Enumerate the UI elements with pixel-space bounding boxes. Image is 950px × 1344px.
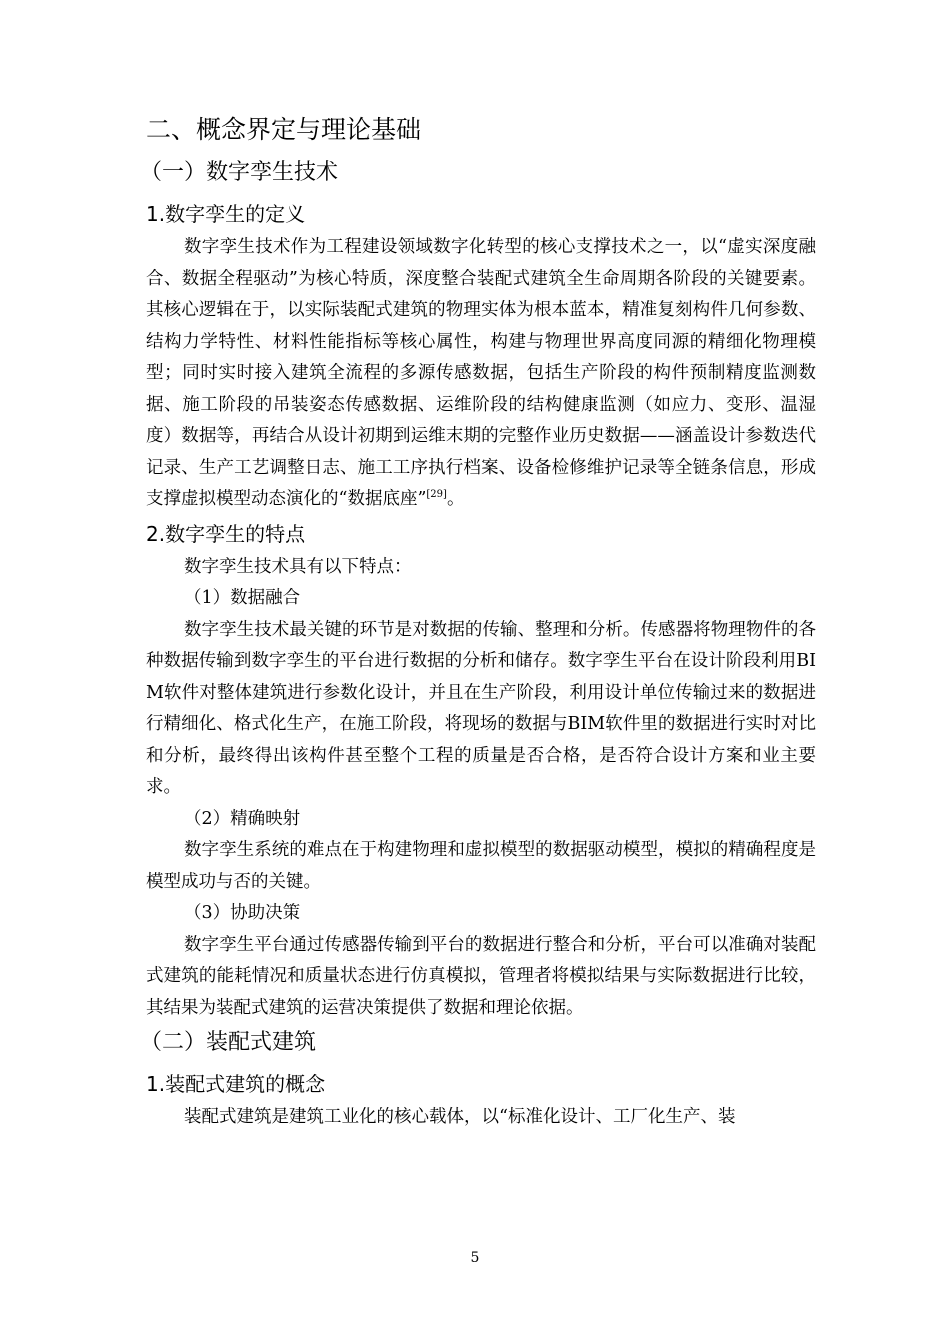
feature-2-label: （2）精确映射	[184, 808, 301, 829]
feature-3-text: 数字孪生平台通过传感器传输到平台的数据进行整合和分析，平台可以准确对装配式建筑的能耗情况和质量状态进行仿真模拟，管理者将模拟结果与实际数据进行比较，其结果为装配式建筑的运营决策提供了数据和理论依据。	[146, 934, 816, 1018]
subsection-heading-features: 2.数字孪生的特点	[146, 521, 306, 546]
feature-2-text: 数字孪生系统的难点在于构建物理和虚拟模型的数据驱动模型，模拟的精确程度是模型成功与否的关键。	[146, 840, 816, 892]
subsection-heading-prefab-concept: 1.装配式建筑的概念	[146, 1072, 326, 1096]
subsection-heading-definition: 1.数字孪生的定义	[146, 202, 306, 226]
feature-1-label: （1）数据融合	[184, 588, 301, 608]
definition-text: 数字孪生技术作为工程建设领域数字化转型的核心支撑技术之一，以“虚实深度融合、数据全程驱动”为核心特质，深度整合装配式建筑全生命周期各阶段的关键要素。其核心逻辑在于，以实际装配式建筑的物理实体为根本蓝本，精准复刻构件几何参数、结构力学特性、材料性能指标等核心属性，构建与物理世界高度同源的精细化物理模型；同时实时接入建筑全流程的多源传感数据，包括生产阶段的构件预制精度监测数据、施工阶段的吊装姿态传感数据、运维阶段的结构健康监测（如应力、变形、温湿度）数据等，再结合从设计初期到运维末期的完整作业历史数据——涵盖设计参数迭代记录、生产工艺调整日志、施工工序执行档案、设备检修维护记录等全链条信息，形成支撑虚拟模型动态演化的“数据底座”	[146, 237, 816, 509]
prefab-concept-paragraph: 装配式建筑是建筑工业化的核心载体，以“标准化设计、工厂化生产、装	[184, 1107, 736, 1127]
section-heading-digital-twin: （一）数字孪生技术	[140, 160, 339, 185]
section-heading-prefab-building: （二）装配式建筑	[140, 1030, 317, 1055]
citation-29[interactable]: [29]	[426, 489, 447, 501]
definition-paragraph	[146, 232, 816, 516]
feature-1-text: 数字孪生技术最关键的环节是对数据的传输、整理和分析。传感器将物理物件的各种数据传输到数字孪生的平台进行数据的分析和储存。数字孪生平台在设计阶段利用BIM软件对整体建筑进行参数化设计，并且在生产阶段，利用设计单位传输过来的数据进行精细化、格式化生产，在施工阶段，将现场的数据与BIM软件里的数据进行实时对比和分析，最终得出该构件甚至整个工程的质量是否合格，是否符合设计方案和业主要求。	[146, 619, 816, 797]
features-intro: 数字孪生技术具有以下特点：	[184, 556, 412, 577]
feature-3-label: （3）协助决策	[184, 903, 301, 923]
definition-text-end: 。	[446, 489, 465, 509]
chapter-heading: 二、概念界定与理论基础	[146, 115, 422, 144]
document-body	[140, 110, 816, 1134]
page-number: 5	[470, 1250, 480, 1266]
